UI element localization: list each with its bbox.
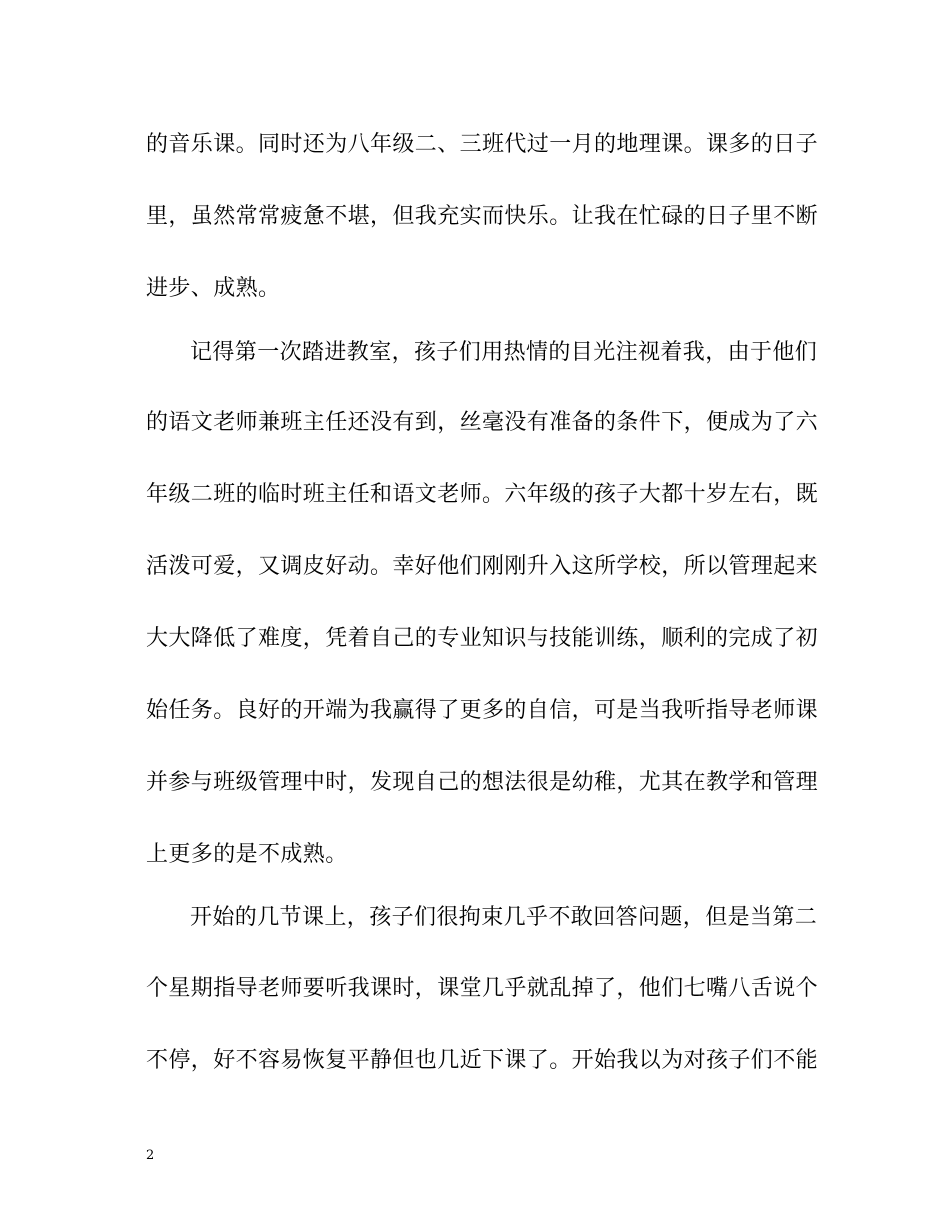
text-line: 里，虽然常常疲惫不堪，但我充实而快乐。让我在忙碌的日子里不断: [146, 204, 819, 229]
text-line: 不停，好不容易恢复平静但也几近下课了。开始我以为对孩子们不能: [146, 1048, 819, 1073]
paragraph-first-line: 开始的几节课上，孩子们很拘束几乎不敢回答问题，但是当第二: [190, 905, 818, 930]
text-line: 的语文老师兼班主任还没有到，丝毫没有准备的条件下，便成为了六: [146, 410, 819, 435]
text-line: 活泼可爱，又调皮好动。幸好他们刚刚升入这所学校，所以管理起来: [146, 554, 819, 579]
text-line: 年级二班的临时班主任和语文老师。六年级的孩子大都十岁左右，既: [146, 482, 819, 507]
text-line: 并参与班级管理中时，发现自己的想法很是幼稚，尤其在教学和管理: [146, 770, 819, 795]
paragraph-first-line: 记得第一次踏进教室，孩子们用热情的目光注视着我，由于他们: [190, 340, 818, 365]
text-line: 的音乐课。同时还为八年级二、三班代过一月的地理课。课多的日子: [146, 132, 819, 157]
text-line: 始任务。良好的开端为我赢得了更多的自信，可是当我听指导老师课: [146, 698, 819, 723]
text-line: 大大降低了难度，凭着自己的专业知识与技能训练，顺利的完成了初: [146, 626, 819, 651]
text-line: 个星期指导老师要听我课时，课堂几乎就乱掉了，他们七嘴八舌说个: [146, 976, 819, 1001]
text-line: 上更多的是不成熟。: [146, 842, 348, 867]
page-number: 2: [146, 1148, 155, 1163]
text-line: 进步、成熟。: [146, 276, 281, 301]
